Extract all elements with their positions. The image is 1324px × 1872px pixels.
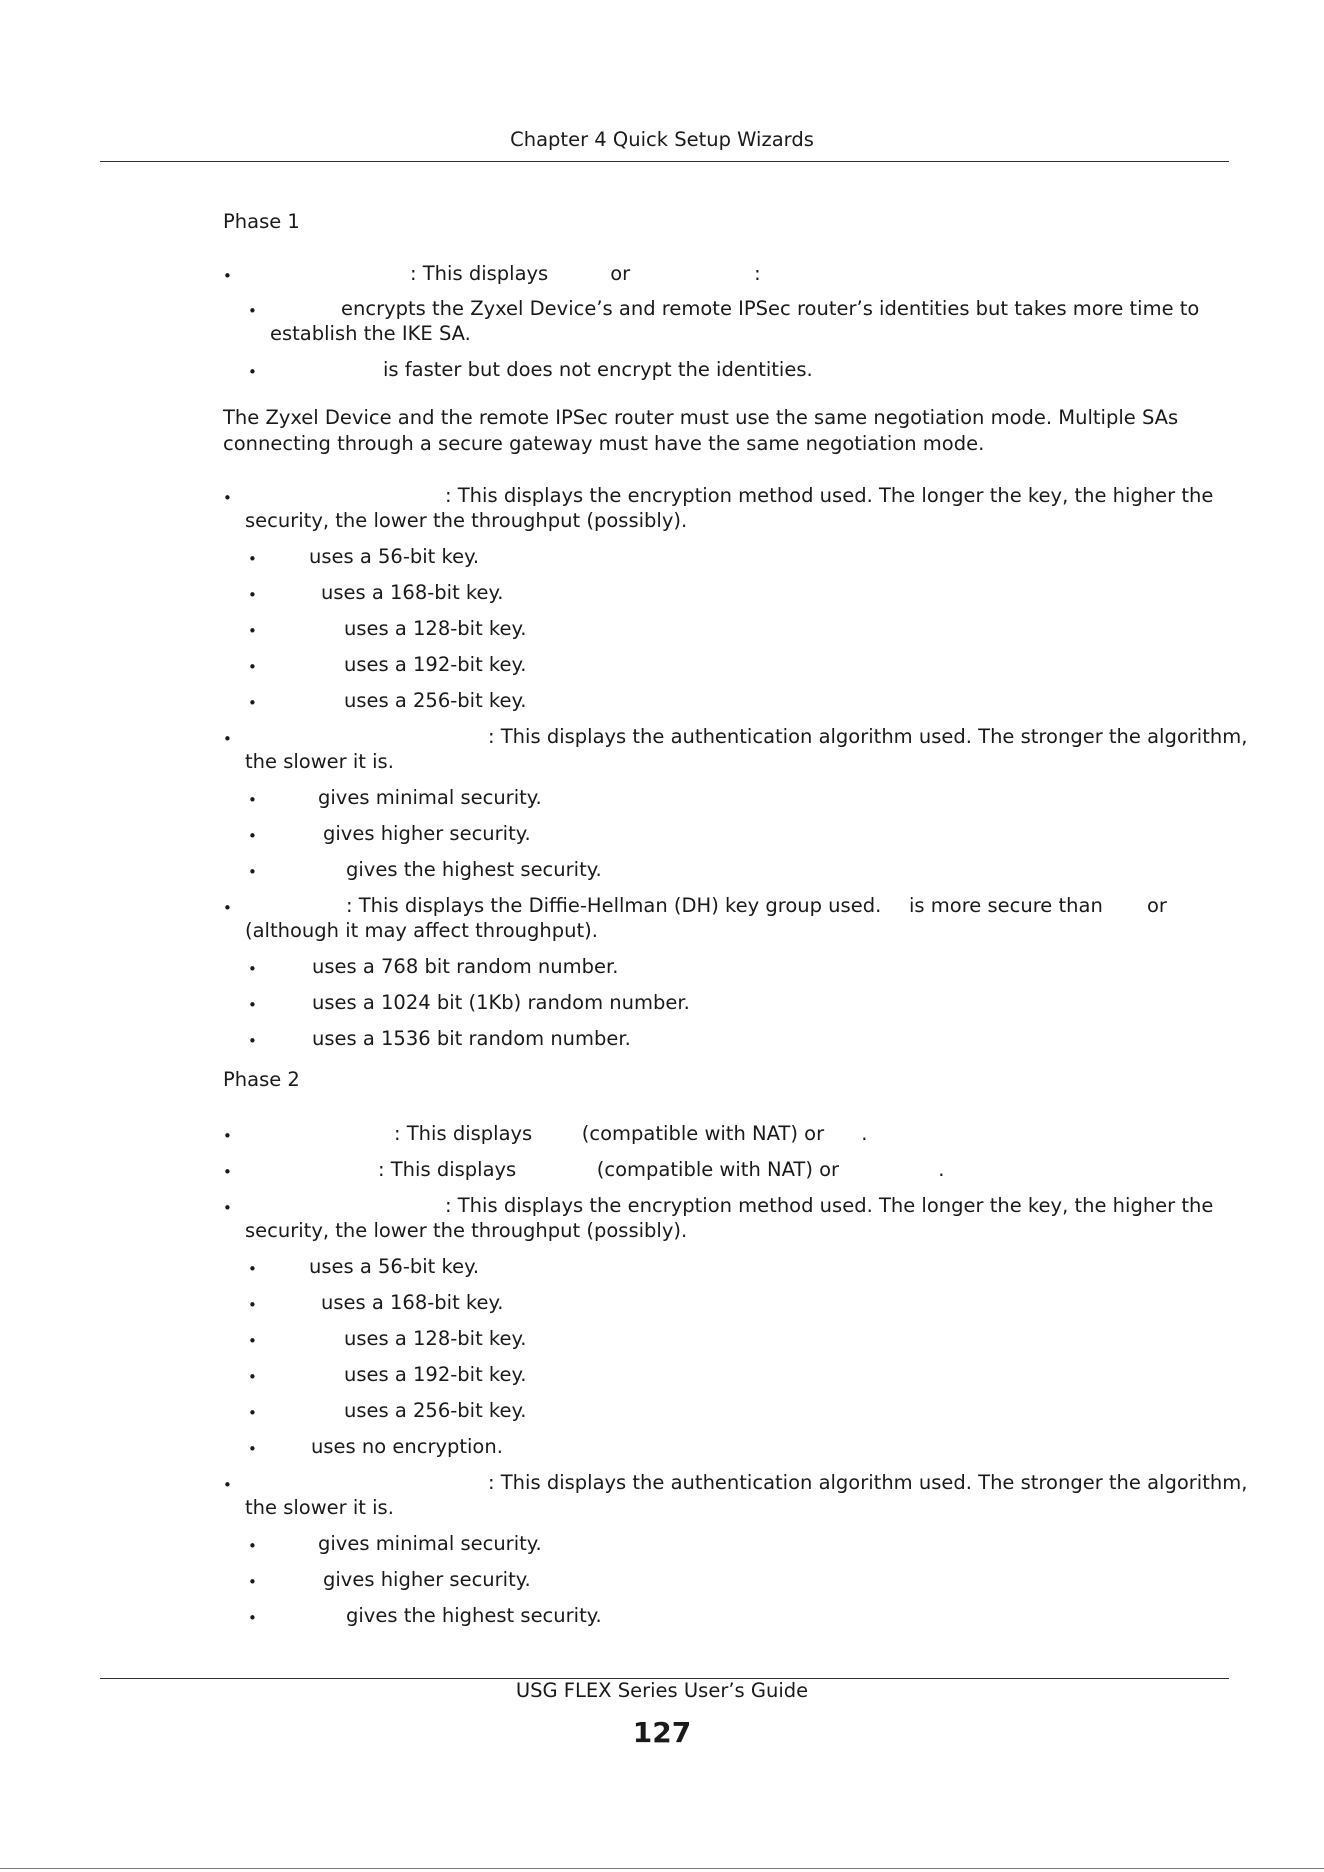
p2-auth-desc: : This displays the authentication algorithm used. The stronger the algorithm, bbox=[488, 1471, 1248, 1494]
bullet-p2-auth-sha256 bbox=[248, 1605, 257, 1630]
bullet-p1-enc-aes192 bbox=[248, 654, 257, 679]
bullet-p2-auth-md5 bbox=[248, 1533, 257, 1558]
bullet-p1-enc-des bbox=[248, 546, 257, 571]
encapsulation-desc: : This displays (compatible with NAT) or . bbox=[378, 1158, 945, 1181]
p2-auth-sha256: gives the highest security. bbox=[346, 1604, 602, 1627]
bullet-p1-auth-sha256 bbox=[248, 859, 257, 884]
p1-enc-aes128: uses a 128-bit key. bbox=[344, 617, 527, 640]
bullet-p2-enc-aes256 bbox=[248, 1400, 257, 1425]
bullet-p2-enc-aes192 bbox=[248, 1364, 257, 1389]
p2-enc-aes192: uses a 192-bit key. bbox=[344, 1363, 527, 1386]
bullet-p1-enc-aes256 bbox=[248, 690, 257, 715]
bullet-main-mode bbox=[248, 298, 257, 323]
bullet-p2-auth-sha1 bbox=[248, 1569, 257, 1594]
p1-enc-aes192: uses a 192-bit key. bbox=[344, 653, 527, 676]
bullet-p2-encryption bbox=[223, 1195, 232, 1220]
key-group-desc: : This displays the Diffie-Hellman (DH) key group used. bbox=[346, 894, 882, 917]
bullet-aggressive-mode bbox=[248, 359, 257, 384]
dh1-desc: uses a 768 bit random number. bbox=[312, 955, 619, 978]
bullet-p1-encryption bbox=[223, 485, 232, 510]
p1-enc-des: uses a 56-bit key. bbox=[309, 545, 480, 568]
key-group-or: or bbox=[1147, 894, 1167, 917]
main-mode-desc: encrypts the Zyxel Device’s and remote IPSec router’s identities but takes more time to bbox=[341, 297, 1200, 320]
dh5-desc: uses a 1536 bit random number. bbox=[312, 1027, 631, 1050]
p2-auth-md5: gives minimal security. bbox=[318, 1532, 542, 1555]
bullet-p2-enc-aes128 bbox=[248, 1328, 257, 1353]
p2-enc-aes128: uses a 128-bit key. bbox=[344, 1327, 527, 1350]
p1-auth-desc-cont: the slower it is. bbox=[245, 750, 394, 773]
bullet-dh2 bbox=[248, 992, 257, 1017]
p1-auth-md5: gives minimal security. bbox=[318, 786, 542, 809]
p2-enc-null: uses no encryption. bbox=[311, 1435, 503, 1458]
p2-enc-aes256: uses a 256-bit key. bbox=[344, 1399, 527, 1422]
p1-enc-aes256: uses a 256-bit key. bbox=[344, 689, 527, 712]
p2-auth-desc-cont: the slower it is. bbox=[245, 1496, 394, 1519]
bullet-p1-enc-3des bbox=[248, 582, 257, 607]
bullet-dh5 bbox=[248, 1028, 257, 1053]
p2-auth-sha1: gives higher security. bbox=[323, 1568, 531, 1591]
bullet-p2-auth bbox=[223, 1472, 232, 1497]
dh2-desc: uses a 1024 bit (1Kb) random number. bbox=[312, 991, 690, 1014]
p2-enc-3des: uses a 168-bit key. bbox=[321, 1291, 504, 1314]
p1-enc-3des: uses a 168-bit key. bbox=[321, 581, 504, 604]
bullet-p1-auth-sha1 bbox=[248, 823, 257, 848]
active-protocol-desc: : This displays (compatible with NAT) or . bbox=[394, 1122, 868, 1145]
chapter-header: Chapter 4 Quick Setup Wizards bbox=[510, 128, 814, 151]
p1-encryption-desc-cont: security, the lower the throughput (possibly). bbox=[245, 509, 688, 532]
phase1-title: Phase 1 bbox=[223, 210, 300, 233]
bullet-negotiation bbox=[223, 263, 232, 288]
bullet-key-group bbox=[223, 895, 232, 920]
aggressive-mode-desc: is faster but does not encrypt the identities. bbox=[383, 358, 813, 381]
bullet-encapsulation bbox=[223, 1159, 232, 1184]
p1-auth-desc: : This displays the authentication algorithm used. The stronger the algorithm, bbox=[488, 725, 1248, 748]
p1-auth-sha256: gives the highest security. bbox=[346, 858, 602, 881]
bullet-active-protocol bbox=[223, 1123, 232, 1148]
footer-guide-title: USG FLEX Series User’s Guide bbox=[515, 1679, 809, 1702]
bullet-p2-enc-null bbox=[248, 1436, 257, 1461]
negotiation-paragraph: The Zyxel Device and the remote IPSec router must use the same negotiation mode. Multiple SAs connecting through a secure gateway must have the same negotiation mode. bbox=[223, 406, 1179, 455]
key-group-desc-cont: (although it may affect throughput). bbox=[245, 919, 598, 942]
p2-enc-des: uses a 56-bit key. bbox=[309, 1255, 480, 1278]
main-mode-desc-cont: establish the IKE SA. bbox=[270, 322, 471, 345]
bullet-p2-enc-des bbox=[248, 1256, 257, 1281]
scan-edge-line bbox=[0, 1868, 1324, 1869]
p1-auth-sha1: gives higher security. bbox=[323, 822, 531, 845]
bullet-p1-auth-md5 bbox=[248, 787, 257, 812]
page-number: 127 bbox=[632, 1716, 692, 1749]
p2-encryption-desc: : This displays the encryption method used. The longer the key, the higher the bbox=[445, 1194, 1214, 1217]
p1-encryption-desc: : This displays the encryption method used. The longer the key, the higher the bbox=[445, 484, 1214, 507]
bullet-p2-enc-3des bbox=[248, 1292, 257, 1317]
bullet-p1-auth bbox=[223, 726, 232, 751]
key-group-more-secure: is more secure than bbox=[909, 894, 1103, 917]
header-divider bbox=[100, 161, 1229, 162]
bullet-p1-enc-aes128 bbox=[248, 618, 257, 643]
phase2-title: Phase 2 bbox=[223, 1068, 300, 1091]
p2-encryption-desc-cont: security, the lower the throughput (possibly). bbox=[245, 1219, 688, 1242]
negotiation-desc: : This displays or : bbox=[410, 262, 761, 285]
bullet-dh1 bbox=[248, 956, 257, 981]
